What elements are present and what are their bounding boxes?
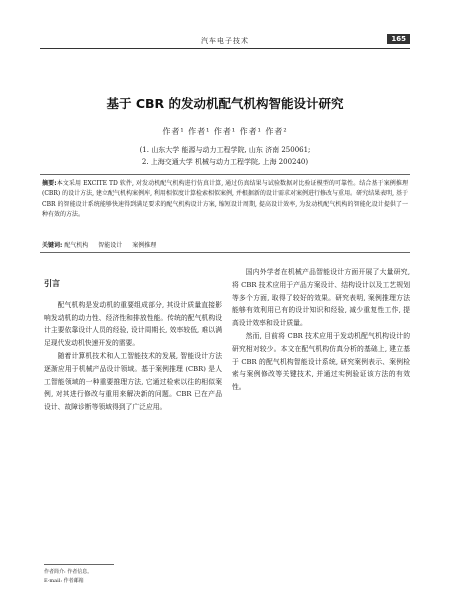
affiliation-1: (1. 山东大学 能源与动力工程学院, 山东 济南 250061; (139, 146, 311, 154)
body-paragraph: 国内外学者在机械产品智能设计方面开展了大量研究, 将 CBR 技术应用于产品方案设计、结构设计以及工艺规划等多个方面, 取得了较好的效果。研究表明, 案例推理方法能够有效利用已有的设计知识和经验, 减少重复性工作, 提高设计效率和设计质量。 (232, 268, 410, 328)
abstract-top-rule (40, 174, 410, 175)
keyword: 智能设计 (98, 242, 123, 249)
page-header (40, 36, 410, 49)
footnote-rule (44, 564, 114, 565)
abstract-label: 摘要: (42, 180, 57, 187)
keyword: 案例推理 (132, 242, 157, 249)
footnote-line: 作者简介: 作者信息。 (44, 569, 93, 575)
left-text-block (44, 299, 222, 511)
journal-name: 汽车电子技术 (201, 37, 249, 45)
page-number: 165 (387, 34, 410, 44)
abstract (42, 179, 408, 239)
right-text-block (232, 266, 410, 574)
abstract-text: 本文采用 EXCITE TD 软件, 对发动机配气机构进行仿真计算, 通过仿真结果与试验数据对比验证模型的可靠性。结合基于案例推理 (CBR) 的设计方法, 建立配气机构案例库, 利用相似度计算检索相似案例, 并根据新的设计需求对案例进行修改与重用。研究结果表明, 基于 CBR 的智能设计系统能够快速得到满足要求的配气机构设计方案, 缩短设计周期, 提高设计效率, 为发动机配气机构的智能化设计提供了一种有效的方法。 (42, 180, 408, 219)
body-left-column (44, 270, 222, 511)
keywords-label: 关键词: (42, 242, 63, 249)
keywords (42, 240, 164, 249)
abstract-bottom-rule (40, 252, 410, 253)
footnote-line: E-mail: 作者邮箱 (44, 578, 84, 584)
section-title-intro: 引言 (44, 279, 60, 288)
body-paragraph: 配气机构是发动机的重要组成部分, 其设计质量直接影响发动机的动力性、经济性和排放性能。传统的配气机构设计主要依靠设计人员的经验, 设计周期长, 效率较低, 难以满足现代发动机快速开发的需要。 (44, 300, 222, 348)
paper-title: 基于 CBR 的发动机配气机构智能设计研究 (106, 96, 344, 111)
body-paragraph: 然而, 目前将 CBR 技术应用于发动机配气机构设计的研究相对较少。本文在配气机构仿真分析的基础上, 建立基于 CBR 的配气机构智能设计系统, 研究案例表示、案例检索与案例修改等关键技术, 并通过实例验证该方法的有效性。 (232, 331, 410, 392)
keyword: 配气机构 (64, 242, 89, 249)
body-right-column (232, 266, 410, 574)
author-footnote (44, 568, 222, 586)
author-list: 作者¹ 作者¹ 作者¹ 作者¹ 作者² (162, 127, 288, 136)
body-paragraph: 随着计算机技术和人工智能技术的发展, 智能设计方法逐渐应用于机械产品设计领域。基于案例推理 (CBR) 是人工智能领域的一种重要推理方法, 它通过检索以往的相似案例, 对其进行修改与重用来解决新的问题。CBR 已在产品设计、故障诊断等领域得到了广泛应用。 (44, 351, 222, 412)
affiliation-2: 2. 上海交通大学 机械与动力工程学院, 上海 200240) (141, 158, 309, 166)
